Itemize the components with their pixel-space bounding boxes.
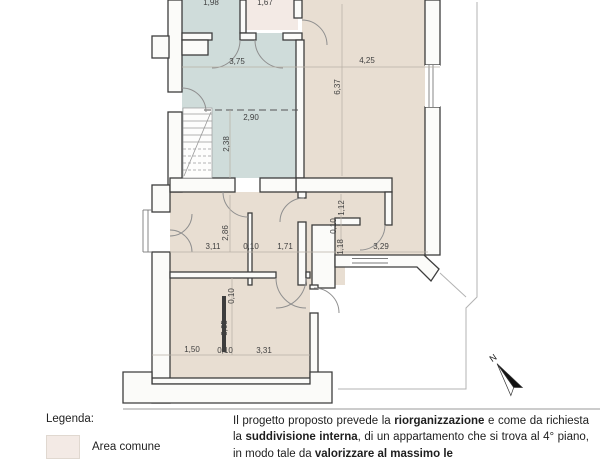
dim-label: 1,50 (184, 345, 200, 354)
description-segment-bold: valorizzare al massimo le (314, 447, 453, 460)
legend-swatch-area-comune (46, 435, 80, 459)
dim-label: 0,10 (217, 346, 233, 355)
dim-label: 2,86 (221, 225, 230, 241)
dim-label: 3,11 (205, 242, 221, 251)
dim-label: 3,29 (373, 242, 389, 251)
dim-label: 3,65 (220, 320, 229, 336)
dim-label: 1,98 (203, 0, 219, 7)
dim-label: 1,18 (336, 239, 345, 255)
dim-label: 3,75 (229, 57, 245, 66)
legend-label: Area comune (92, 441, 161, 453)
project-description (233, 413, 589, 462)
dim-label: 1,12 (337, 200, 346, 216)
description-segment: , di un appartamento che si trova al 4° piano, in modo tale da (233, 431, 589, 460)
dim-label: 4,25 (359, 56, 375, 65)
legend-title: Legenda: (46, 413, 94, 425)
dim-label: 3,31 (256, 346, 272, 355)
dim-label: 6,37 (333, 79, 342, 95)
north-label: N (487, 352, 499, 364)
dim-label: 0,10 (243, 242, 259, 251)
dim-label: 2,90 (243, 113, 259, 122)
north-arrow (484, 350, 522, 396)
staircase (183, 108, 212, 178)
bay-window (143, 210, 152, 252)
dim-label: 2,38 (222, 136, 231, 152)
legend (46, 413, 160, 459)
dim-label: 1,67 (257, 0, 273, 7)
dim-label: 0,10 (227, 288, 236, 304)
description-segment: Il progetto proposto prevede la (233, 415, 395, 427)
description-segment-bold: riorganizzazione (394, 415, 485, 427)
dim-label: 0,10 (329, 218, 338, 234)
legend-item (46, 435, 160, 459)
description-segment: e come da richiesta la (233, 415, 589, 444)
dim-label: 1,71 (277, 242, 293, 251)
description-segment-bold: suddivisione interna (245, 431, 358, 444)
